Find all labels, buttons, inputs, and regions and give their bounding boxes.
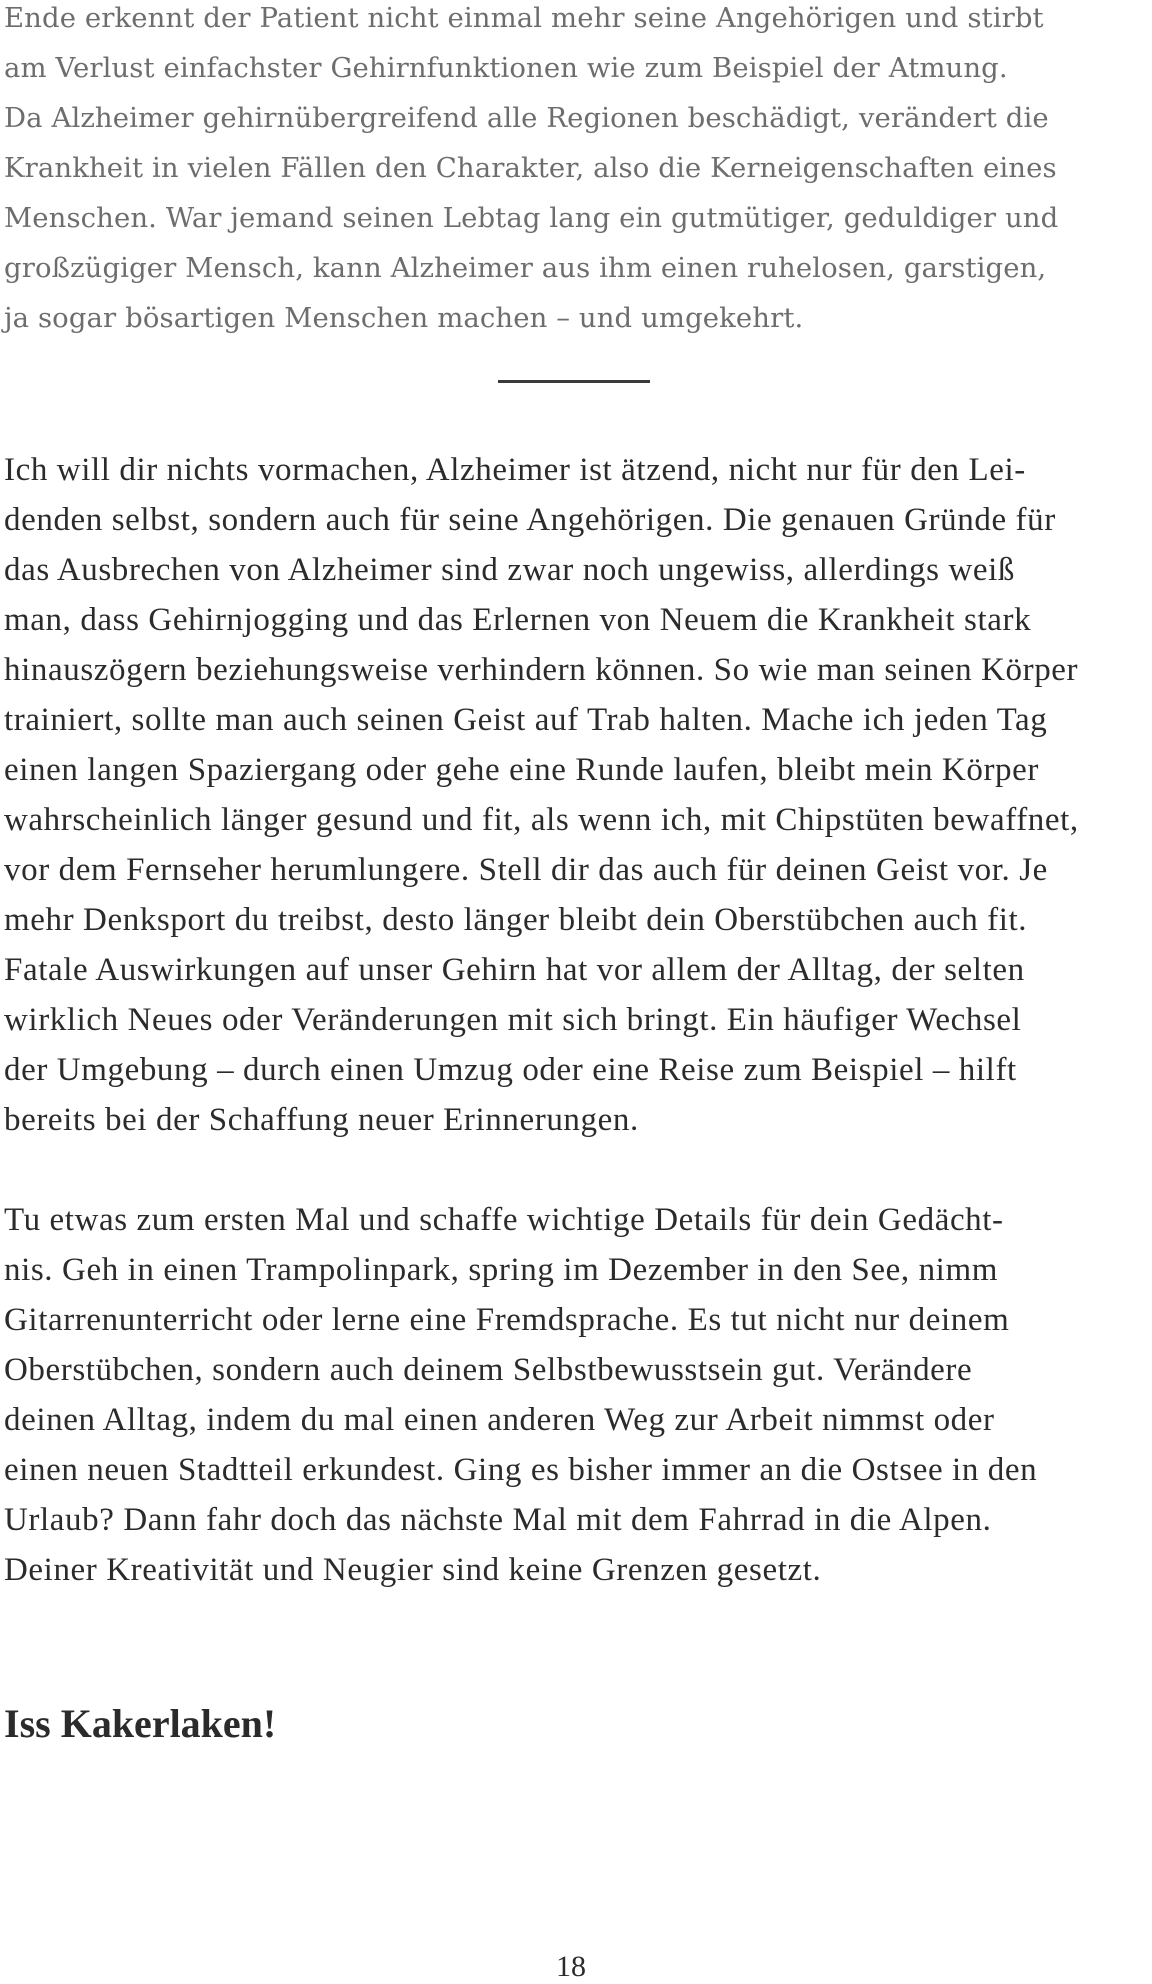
text-line: ja sogar bösartigen Menschen machen – und umgekehrt. (4, 302, 804, 334)
text-line: nis. Geh in einen Trampolinpark, spring im Dezember in den See, nimm (4, 1252, 998, 1288)
text-line: Menschen. War jemand seinen Lebtag lang ein gutmütiger, geduldiger und (4, 202, 1059, 234)
text-line: denden selbst, sondern auch für seine Angehörigen. Die genauen Gründe für (4, 502, 1056, 538)
text-line: großzügiger Mensch, kann Alzheimer aus ihm einen ruhelosen, garstigen, (4, 252, 1047, 284)
text-line: einen neuen Stadtteil erkundest. Ging es bisher immer an die Ostsee in den (4, 1452, 1038, 1488)
text-line: Krankheit in vielen Fällen den Charakter, also die Kerneigenschaften eines (4, 152, 1057, 184)
text-line: trainiert, sollte man auch seinen Geist auf Trab halten. Mache ich jeden Tag (4, 702, 1048, 738)
page-number: 18 (556, 1950, 586, 1983)
text-line: wahrscheinlich länger gesund und fit, als wenn ich, mit Chipstüten bewaffnet, (4, 802, 1079, 838)
text-line: deinen Alltag, indem du mal einen anderen Weg zur Arbeit nimmst oder (4, 1402, 995, 1438)
text-line: der Umgebung – durch einen Umzug oder eine Reise zum Beispiel – hilft (4, 1052, 1017, 1088)
text-line: Urlaub? Dann fahr doch das nächste Mal mit dem Fahrrad in die Alpen. (4, 1502, 992, 1538)
text-line: Ende erkennt der Patient nicht einmal mehr seine Angehörigen und stirbt (4, 2, 1044, 34)
section-divider (498, 380, 650, 383)
text-line: Da Alzheimer gehirnübergreifend alle Regionen beschädigt, verändert die (4, 102, 1049, 134)
section-heading: Iss Kakerlaken! (4, 1701, 277, 1746)
text-line: am Verlust einfachster Gehirnfunktionen wie zum Beispiel der Atmung. (4, 52, 1008, 84)
text-line: Oberstübchen, sondern auch deinem Selbstbewusstsein gut. Verändere (4, 1352, 973, 1388)
text-line: wirklich Neues oder Veränderungen mit sich bringt. Ein häufiger Wechsel (4, 1002, 1022, 1038)
text-line: bereits bei der Schaffung neuer Erinnerungen. (4, 1102, 639, 1138)
text-line: Tu etwas zum ersten Mal und schaffe wichtige Details für dein Gedächt- (4, 1202, 1004, 1238)
text-line: hinauszögern beziehungsweise verhindern können. So wie man seinen Körper (4, 652, 1079, 688)
text-line: mehr Denksport du treibst, desto länger bleibt dein Oberstübchen auch fit. (4, 902, 1028, 938)
text-line: man, dass Gehirnjogging und das Erlernen von Neuem die Krankheit stark (4, 602, 1032, 638)
text-line: Fatale Auswirkungen auf unser Gehirn hat vor allem der Alltag, der selten (4, 952, 1025, 988)
text-line: Deiner Kreativität und Neugier sind keine Grenzen gesetzt. (4, 1552, 822, 1588)
text-line: Ich will dir nichts vormachen, Alzheimer ist ätzend, nicht nur für den Lei- (4, 452, 1026, 488)
text-line: vor dem Fernseher herumlungere. Stell dir das auch für deinen Geist vor. Je (4, 852, 1048, 888)
text-line: Gitarrenunterricht oder lerne eine Fremdsprache. Es tut nicht nur deinem (4, 1302, 1010, 1338)
text-line: einen langen Spaziergang oder gehe eine Runde laufen, bleibt mein Körper (4, 752, 1039, 788)
text-line: das Ausbrechen von Alzheimer sind zwar noch ungewiss, allerdings weiß (4, 552, 1015, 588)
